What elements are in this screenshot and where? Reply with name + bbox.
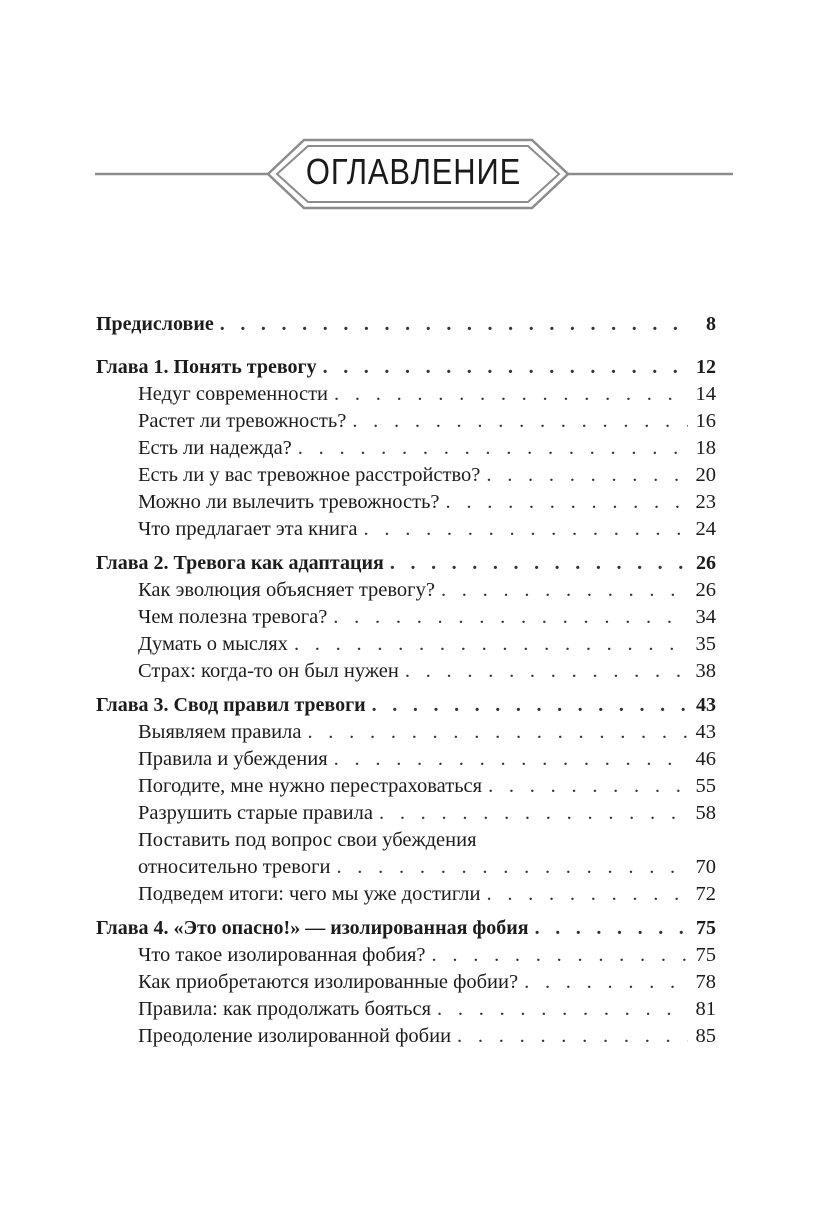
toc-entry-label: Страх: когда-то он был нужен xyxy=(138,660,399,682)
toc-page-number: 72 xyxy=(695,883,716,905)
toc-subentry[interactable] xyxy=(96,854,716,881)
dot-leader xyxy=(437,996,688,1023)
toc-subentry[interactable] xyxy=(96,408,716,435)
toc-chapter-3[interactable] xyxy=(96,692,716,719)
dot-leader xyxy=(323,354,688,381)
toc-page-number: 75 xyxy=(696,917,716,939)
toc-page-number: 78 xyxy=(695,971,716,993)
dot-leader xyxy=(334,746,688,773)
dot-leader xyxy=(441,577,688,604)
toc-page-number: 75 xyxy=(695,944,716,966)
table-of-contents xyxy=(96,311,716,1050)
toc-page-number: 55 xyxy=(695,775,716,797)
toc-entry-label: Глава 4. «Это опасно!» — изолированная фобия xyxy=(96,917,529,939)
toc-entry-label: Чем полезна тревога? xyxy=(138,606,328,628)
page-title: ОГЛАВЛЕНИЕ xyxy=(305,151,522,192)
dot-leader xyxy=(372,692,688,719)
toc-entry-label: Разрушить старые правила xyxy=(138,802,373,824)
toc-chapter-4[interactable] xyxy=(96,915,716,942)
dot-leader xyxy=(364,516,688,543)
toc-subentry[interactable] xyxy=(96,516,716,543)
toc-entry-label: Как эволюция объясняет тревогу? xyxy=(138,579,435,601)
toc-entry-label: Недуг современности xyxy=(138,383,329,405)
toc-page-number: 16 xyxy=(695,410,716,432)
toc-page-number: 43 xyxy=(695,721,716,743)
toc-entry-label: относительно тревоги xyxy=(138,856,331,878)
toc-page-number: 34 xyxy=(695,606,716,628)
dot-leader xyxy=(294,631,688,658)
toc-page-number: 20 xyxy=(695,464,716,486)
dot-leader xyxy=(486,462,688,489)
toc-subentry[interactable] xyxy=(96,773,716,800)
toc-subentry[interactable] xyxy=(96,942,716,969)
toc-page-number: 12 xyxy=(696,356,716,378)
toc-subentry[interactable] xyxy=(96,631,716,658)
toc-entry-label: Есть ли у вас тревожное расстройство? xyxy=(138,464,481,486)
dot-leader xyxy=(334,381,688,408)
toc-subentry-line1[interactable] xyxy=(96,827,716,854)
toc-entry-label: Правила и убеждения xyxy=(138,748,328,770)
toc-page-number: 38 xyxy=(695,660,716,682)
toc-subentry[interactable] xyxy=(96,719,716,746)
toc-entry-label: Преодоление изолированной фобии xyxy=(138,1025,452,1047)
toc-entry-preface[interactable] xyxy=(96,311,716,338)
toc-entry-label: Глава 2. Тревога как адаптация xyxy=(96,552,384,574)
toc-page-number: 35 xyxy=(695,633,716,655)
toc-page-number: 26 xyxy=(696,552,716,574)
toc-page-number: 18 xyxy=(695,437,716,459)
toc-subentry[interactable] xyxy=(96,604,716,631)
toc-page-number: 26 xyxy=(695,579,716,601)
toc-entry-label: Что такое изолированная фобия? xyxy=(138,944,426,966)
toc-page-number: 43 xyxy=(696,694,716,716)
toc-subentry[interactable] xyxy=(96,1023,716,1050)
toc-subentry[interactable] xyxy=(96,381,716,408)
toc-chapter-2[interactable] xyxy=(96,550,716,577)
toc-page-number: 58 xyxy=(695,802,716,824)
dot-leader xyxy=(446,489,688,516)
dot-leader xyxy=(524,969,688,996)
dot-leader xyxy=(405,658,688,685)
toc-subentry[interactable] xyxy=(96,577,716,604)
dot-leader xyxy=(486,881,688,908)
toc-subentry[interactable] xyxy=(96,881,716,908)
dot-leader xyxy=(432,942,688,969)
dot-leader xyxy=(220,311,688,338)
dot-leader xyxy=(352,408,688,435)
toc-entry-label: Правила: как продолжать бояться xyxy=(138,998,432,1020)
toc-entry-label: Глава 1. Понять тревогу xyxy=(96,356,317,378)
toc-entry-label: Выявляем правила xyxy=(138,721,302,743)
toc-subentry[interactable] xyxy=(96,658,716,685)
toc-entry-label: Есть ли надежда? xyxy=(138,437,292,459)
toc-subentry[interactable] xyxy=(96,489,716,516)
toc-subentry[interactable] xyxy=(96,462,716,489)
toc-subentry[interactable] xyxy=(96,435,716,462)
toc-entry-label: Предисловие xyxy=(96,313,214,335)
toc-entry-label: Подведем итоги: чего мы уже достигли xyxy=(138,883,481,905)
toc-page-number: 70 xyxy=(695,856,716,878)
toc-page-number: 8 xyxy=(706,313,716,335)
toc-page-number: 85 xyxy=(695,1025,716,1047)
toc-entry-label: Растет ли тревожность? xyxy=(138,410,347,432)
dot-leader xyxy=(336,854,688,881)
toc-subentry[interactable] xyxy=(96,969,716,996)
toc-entry-label: Глава 3. Свод правил тревоги xyxy=(96,694,366,716)
toc-page-number: 14 xyxy=(695,383,716,405)
toc-entry-label: Что предлагает эта книга xyxy=(138,518,358,540)
toc-entry-label: Погодите, мне нужно перестраховаться xyxy=(138,775,483,797)
toc-entry-label: Можно ли вылечить тревожность? xyxy=(138,491,440,513)
dot-leader xyxy=(298,435,688,462)
toc-entry-label: Поставить под вопрос свои убеждения xyxy=(138,829,477,851)
toc-subentry[interactable] xyxy=(96,746,716,773)
toc-subentry[interactable] xyxy=(96,800,716,827)
toc-entry-label: Думать о мыслях xyxy=(138,633,288,655)
title-banner xyxy=(0,130,827,220)
toc-page-number: 23 xyxy=(695,491,716,513)
dot-leader xyxy=(307,719,688,746)
dot-leader xyxy=(488,773,688,800)
dot-leader xyxy=(379,800,688,827)
toc-subentry[interactable] xyxy=(96,996,716,1023)
dot-leader xyxy=(333,604,688,631)
dot-leader xyxy=(390,550,688,577)
dot-leader xyxy=(535,915,688,942)
toc-page-number: 46 xyxy=(695,748,716,770)
dot-leader xyxy=(457,1023,688,1050)
toc-chapter-1[interactable] xyxy=(96,354,716,381)
toc-page-number: 81 xyxy=(695,998,716,1020)
toc-page-number: 24 xyxy=(695,518,716,540)
toc-entry-label: Как приобретаются изолированные фобии? xyxy=(138,971,519,993)
